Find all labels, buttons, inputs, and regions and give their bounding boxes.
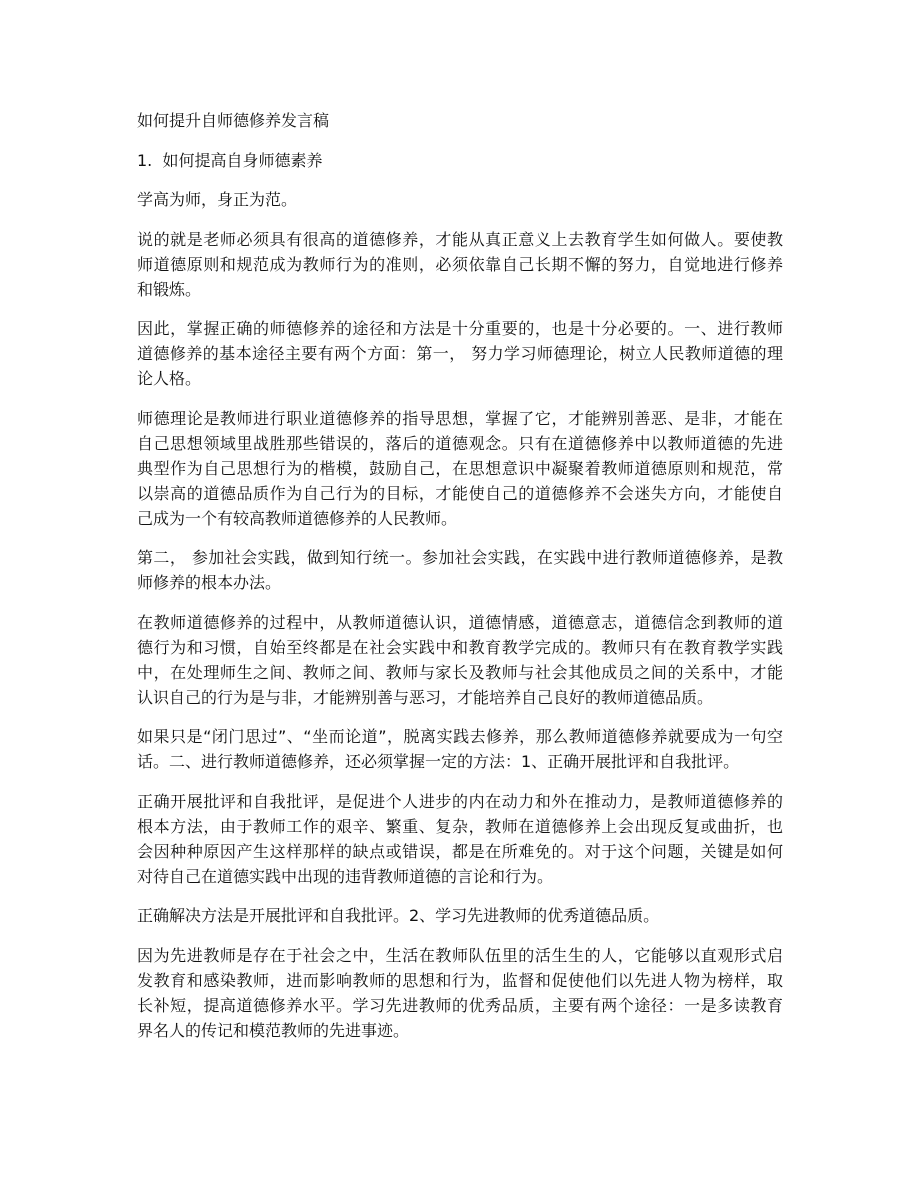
paragraph xyxy=(137,903,783,928)
paragraph-line: 师修养的根本办法。 xyxy=(137,573,282,592)
paragraph xyxy=(137,789,783,889)
paragraph-line: 道德修养的基本途径主要有两个方面：第一， 努力学习师德理论，树立人民教师道德的理 xyxy=(137,344,783,363)
paragraph-line: 自己思想领域里战胜那些错误的，落后的道德观念。只有在道德修养中以教师道德的先进 xyxy=(137,433,783,453)
paragraph-line: 中，在处理师生之间、教师之间、教师与家长及教师与社会其他成员之间的关系中，才能 xyxy=(137,662,783,682)
paragraph-line: 正确解决方法是开展批评和自我批评。2、学习先进教师的优秀道德品质。 xyxy=(137,906,660,925)
paragraph-line: 因为先进教师是存在于社会之中，生活在教师队伍里的活生生的人，它能够以直观形式启 xyxy=(137,945,783,965)
paragraph-line: 因此，掌握正确的师德修养的途径和方法是十分重要的，也是十分必要的。一、进行教师 xyxy=(137,319,783,338)
paragraph-line: 以崇高的道德品质作为自己行为的目标，才能使自己的道德修养不会迷失方向，才能使自 xyxy=(137,483,783,503)
document-body xyxy=(137,108,783,1057)
paragraph-line: 话。二、进行教师道德修养，还必须掌握一定的方法：1、正确开展批评和自我批评。 xyxy=(137,752,740,771)
document-title xyxy=(137,108,783,133)
paragraphs xyxy=(137,187,783,1043)
paragraph-line: 发教育和感染教师，进而影响教师的思想和行为，监督和促使他们以先进人物为榜样，取 xyxy=(137,970,783,990)
paragraph-line: 对待自己在道德实践中出现的违背教师道德的言论和行为。 xyxy=(137,866,554,886)
paragraph-line: 学高为师，身正为范。 xyxy=(137,190,298,209)
paragraph xyxy=(137,724,783,774)
paragraph-line: 典型作为自己思想行为的楷模，鼓励自己，在思想意识中凝聚着教师道德原则和规范，常 xyxy=(137,458,783,478)
paragraph xyxy=(137,227,783,302)
paragraph-line: 师道德原则和规范成为教师行为的准则，必须依靠自己长期不懈的努力，自觉地进行修养 xyxy=(137,254,783,274)
paragraph-line: 德行为和习惯，自始至终都是在社会实践中和教育教学完成的。教师只有在教育教学实践 xyxy=(137,637,783,657)
section-heading-text: 1. 如何提高自身师德素养 xyxy=(137,150,323,170)
paragraph-line: 认识自己的行为是与非，才能辨别善与恶习，才能培养自己良好的教师道德品质。 xyxy=(137,687,714,707)
paragraph-line: 第二， 参加社会实践，做到知行统一。参加社会实践，在实践中进行教师道德修养，是教 xyxy=(137,548,783,567)
paragraph xyxy=(137,943,783,1043)
paragraph-line: 说的就是老师必须具有很高的道德修养，才能从真正意义上去教育学生如何做人。要使教 xyxy=(137,229,783,249)
paragraph xyxy=(137,545,783,595)
section-heading xyxy=(137,148,783,173)
paragraph-line: 界名人的传记和模范教师的先进事迹。 xyxy=(137,1020,410,1040)
paragraph xyxy=(137,187,783,212)
paragraph-line: 在教师道德修养的过程中，从教师道德认识，道德情感，道德意志，道德信念到教师的道 xyxy=(137,612,783,632)
paragraph-line: 论人格。 xyxy=(137,369,202,388)
paragraph-line: 师德理论是教师进行职业道德修养的指导思想，掌握了它，才能辨别善恶、是非，才能在 xyxy=(137,408,783,428)
paragraph-line: 正确开展批评和自我批评，是促进个人进步的内在动力和外在推动力，是教师道德修养的 xyxy=(137,791,783,811)
paragraph xyxy=(137,316,783,391)
paragraph-line: 如果只是“闭门思过”、“坐而论道”，脱离实践去修养，那么教师道德修养就要成为一句空 xyxy=(137,727,783,746)
paragraph-line: 根本方法，由于教师工作的艰辛、繁重、复杂，教师在道德修养上会出现反复或曲折，也 xyxy=(137,816,783,836)
paragraph-line: 会因种种原因产生这样那样的缺点或错误，都是在所难免的。对于这个问题，关键是如何 xyxy=(137,841,783,861)
paragraph-line: 己成为一个有较高教师道德修养的人民教师。 xyxy=(137,508,458,528)
paragraph-line: 长补短，提高道德修养水平。学习先进教师的优秀品质，主要有两个途径：一是多读教育 xyxy=(137,995,783,1015)
document-title-text: 如何提升自师德修养发言稿 xyxy=(137,111,330,130)
paragraph xyxy=(137,406,783,531)
paragraph-line: 和锻炼。 xyxy=(137,279,202,299)
paragraph xyxy=(137,610,783,710)
